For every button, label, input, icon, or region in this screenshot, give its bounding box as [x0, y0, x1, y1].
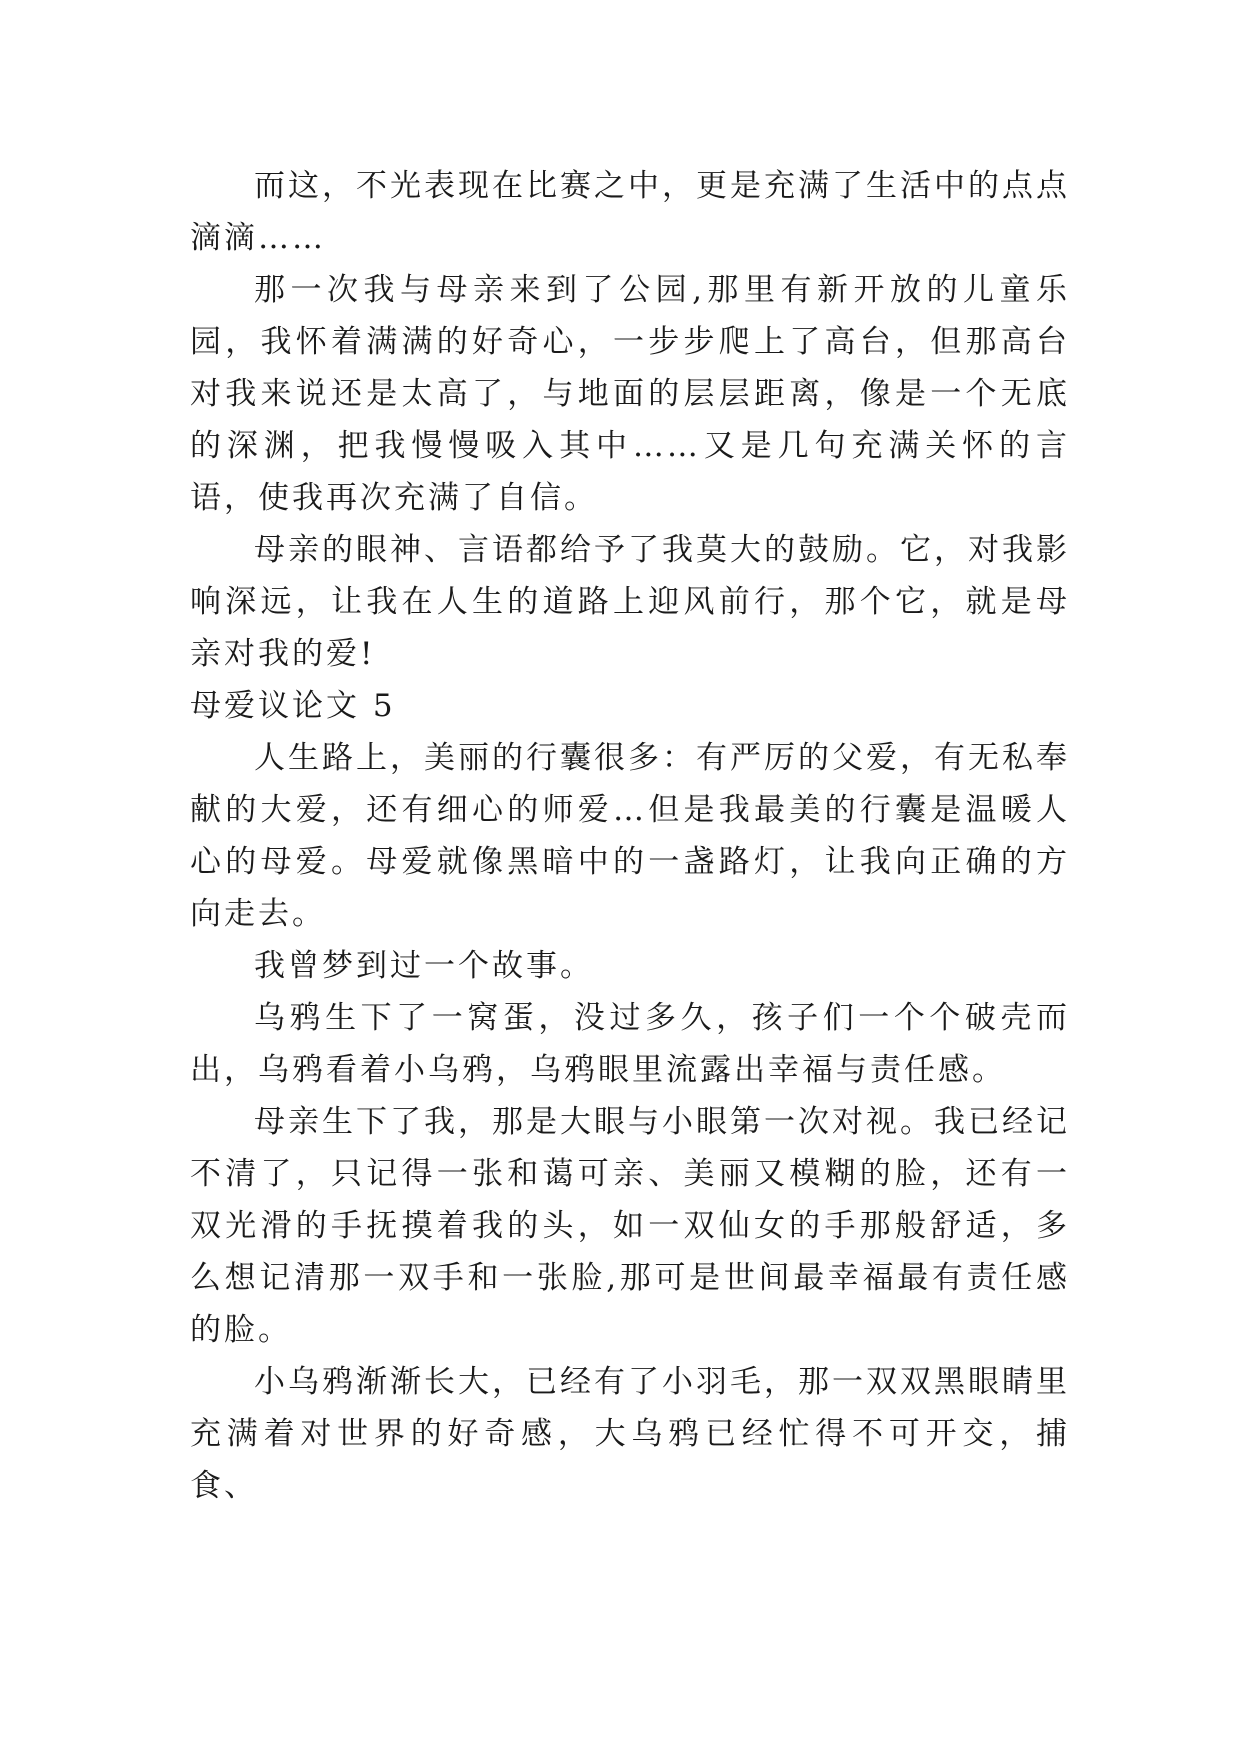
- paragraph: 母亲生下了我，那是大眼与小眼第一次对视。我已经记不清了，只记得一张和蔼可亲、美丽又模糊的脸，还有一双光滑的手抚摸着我的头，如一双仙女的手那般舒适，多么想记清那一双手和一张脸,那可是世间最幸福最有责任感的脸。: [190, 1104, 1070, 1348]
- section-heading: 母爱议论文 5: [190, 688, 396, 724]
- paragraph: 那一次我与母亲来到了公园,那里有新开放的儿童乐园，我怀着满满的好奇心，一步步爬上了高台，但那高台对我来说还是太高了，与地面的层层距离，像是一个无底的深渊，把我慢慢吸入其中……又是几句充满关怀的言语，使我再次充满了自信。: [190, 272, 1070, 516]
- paragraph: 母亲的眼神、言语都给予了我莫大的鼓励。它，对我影响深远，让我在人生的道路上迎风前行，那个它，就是母亲对我的爱!: [190, 532, 1070, 672]
- paragraph: 我曾梦到过一个故事。: [254, 948, 594, 984]
- paragraph: 人生路上，美丽的行囊很多：有严厉的父爱，有无私奉献的大爱，还有细心的师爱…但是我最美的行囊是温暖人心的母爱。母爱就像黑暗中的一盏路灯，让我向正确的方向走去。: [190, 740, 1070, 932]
- paragraph: 乌鸦生下了一窝蛋，没过多久，孩子们一个个破壳而出，乌鸦看着小乌鸦，乌鸦眼里流露出幸福与责任感。: [190, 1000, 1070, 1088]
- paragraph: 而这，不光表现在比赛之中，更是充满了生活中的点点滴滴……: [190, 168, 1070, 256]
- document-body: [190, 160, 1070, 1512]
- paragraph: 小乌鸦渐渐长大，已经有了小羽毛，那一双双黑眼睛里充满着对世界的好奇感，大乌鸦已经忙得不可开交，捕食、: [190, 1364, 1070, 1504]
